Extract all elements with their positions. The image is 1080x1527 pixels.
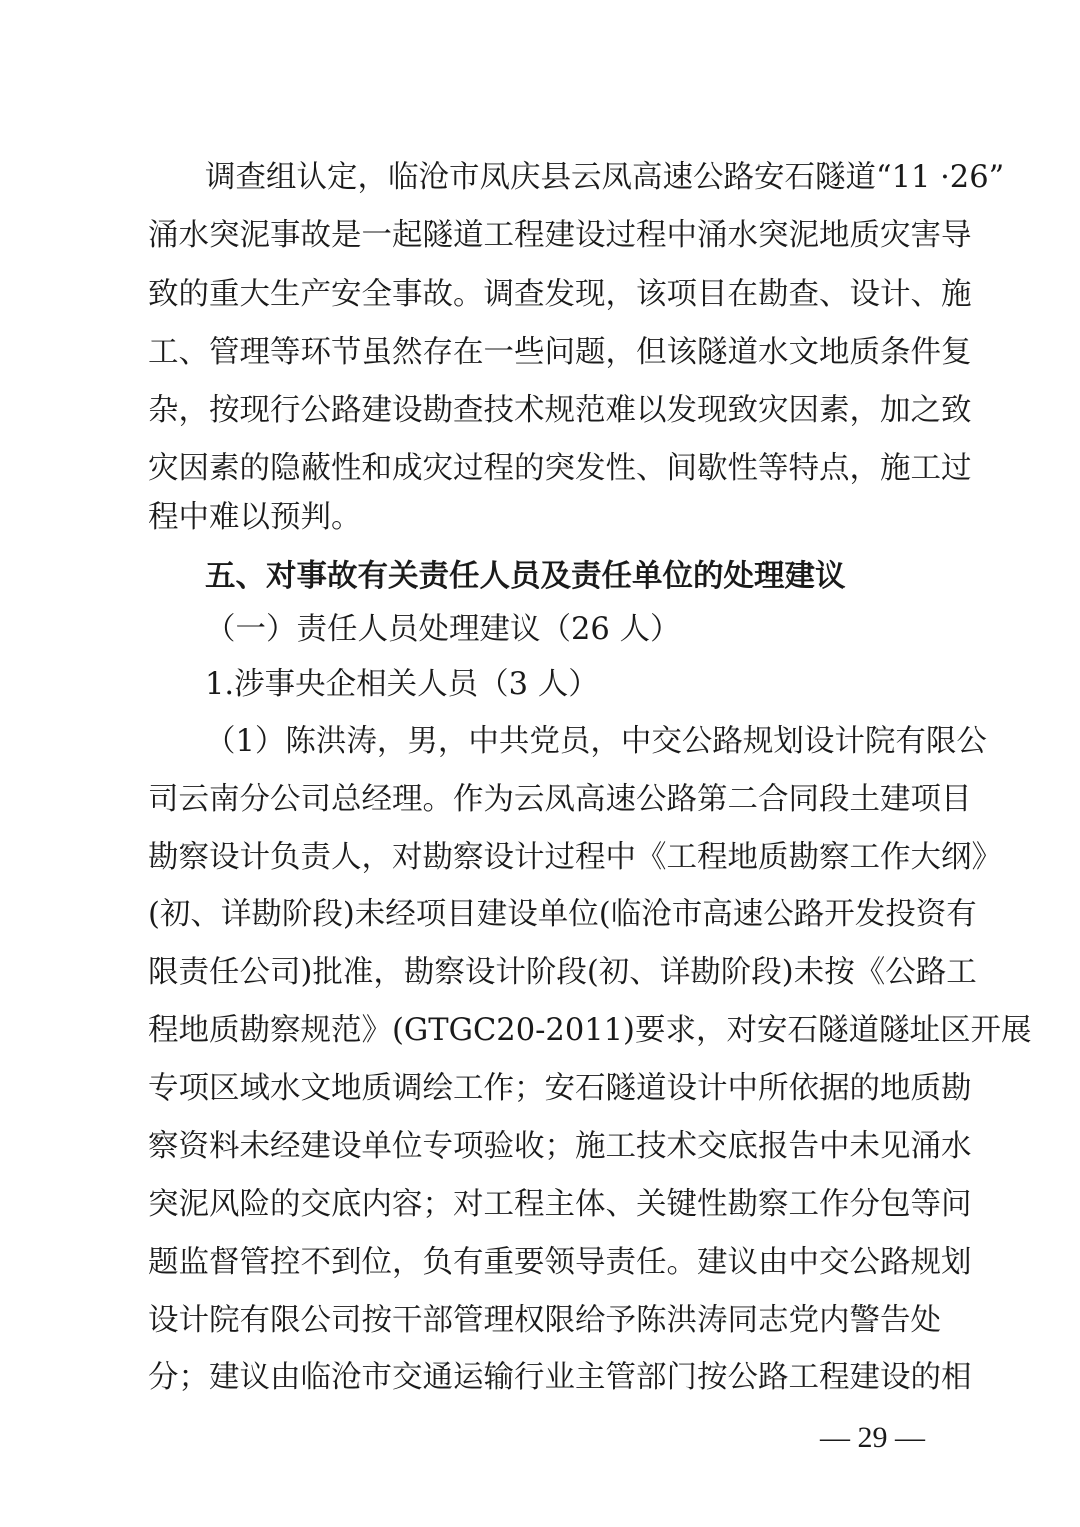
paragraph-line: 致的重大生产安全事故。调查发现，该项目在勘查、设计、施: [148, 277, 972, 312]
item-line: 题监督管控不到位，负有重要领导责任。建议由中交公路规划: [148, 1245, 972, 1280]
paragraph-line: 工、管理等环节虽然存在一些问题，但该隧道水文地质条件复: [148, 335, 972, 370]
paragraph-line: 程中难以预判。: [148, 500, 362, 535]
sub-heading: （一）责任人员处理建议（26 人）: [205, 612, 681, 647]
item-line: 分；建议由临沧市交通运输行业主管部门按公路工程建设的相: [148, 1360, 972, 1395]
item-line: 设计院有限公司按干部管理权限给予陈洪涛同志党内警告处: [148, 1303, 941, 1338]
item-line: 勘察设计负责人，对勘察设计过程中《工程地质勘察工作大纲》: [148, 840, 1002, 875]
section-heading: 五、对事故有关责任人员及责任单位的处理建议: [205, 559, 846, 594]
item-line: 突泥风险的交底内容；对工程主体、关键性勘察工作分包等问: [148, 1187, 972, 1222]
item-line: (初、详勘阶段)未经项目建设单位(临沧市高速公路开发投资有: [148, 897, 977, 932]
item-heading: 1.涉事央企相关人员（3 人）: [205, 667, 599, 702]
paragraph-line: 杂，按现行公路建设勘查技术规范难以发现致灾因素，加之致: [148, 393, 972, 428]
paragraph-line: 涌水突泥事故是一起隧道工程建设过程中涌水突泥地质灾害导: [148, 218, 972, 253]
paragraph-line: 调查组认定，临沧市凤庆县云凤高速公路安石隧道“11 ·26”: [205, 160, 1005, 195]
item-line: 限责任公司)批准，勘察设计阶段(初、详勘阶段)未按《公路工: [148, 955, 977, 990]
item-line: 司云南分公司总经理。作为云凤高速公路第二合同段土建项目: [148, 782, 972, 817]
item-line: （1）陈洪涛，男，中共党员，中交公路规划设计院有限公: [205, 724, 987, 759]
page-number: — 29 —: [820, 1421, 925, 1454]
paragraph-line: 灾因素的隐蔽性和成灾过程的突发性、间歇性等特点，施工过: [148, 451, 972, 486]
item-line: 程地质勘察规范》(GTGC20-2011)要求，对安石隧道隧址区开展: [148, 1013, 1032, 1048]
item-line: 专项区域水文地质调绘工作；安石隧道设计中所依据的地质勘: [148, 1071, 972, 1106]
item-line: 察资料未经建设单位专项验收；施工技术交底报告中未见涌水: [148, 1129, 972, 1164]
